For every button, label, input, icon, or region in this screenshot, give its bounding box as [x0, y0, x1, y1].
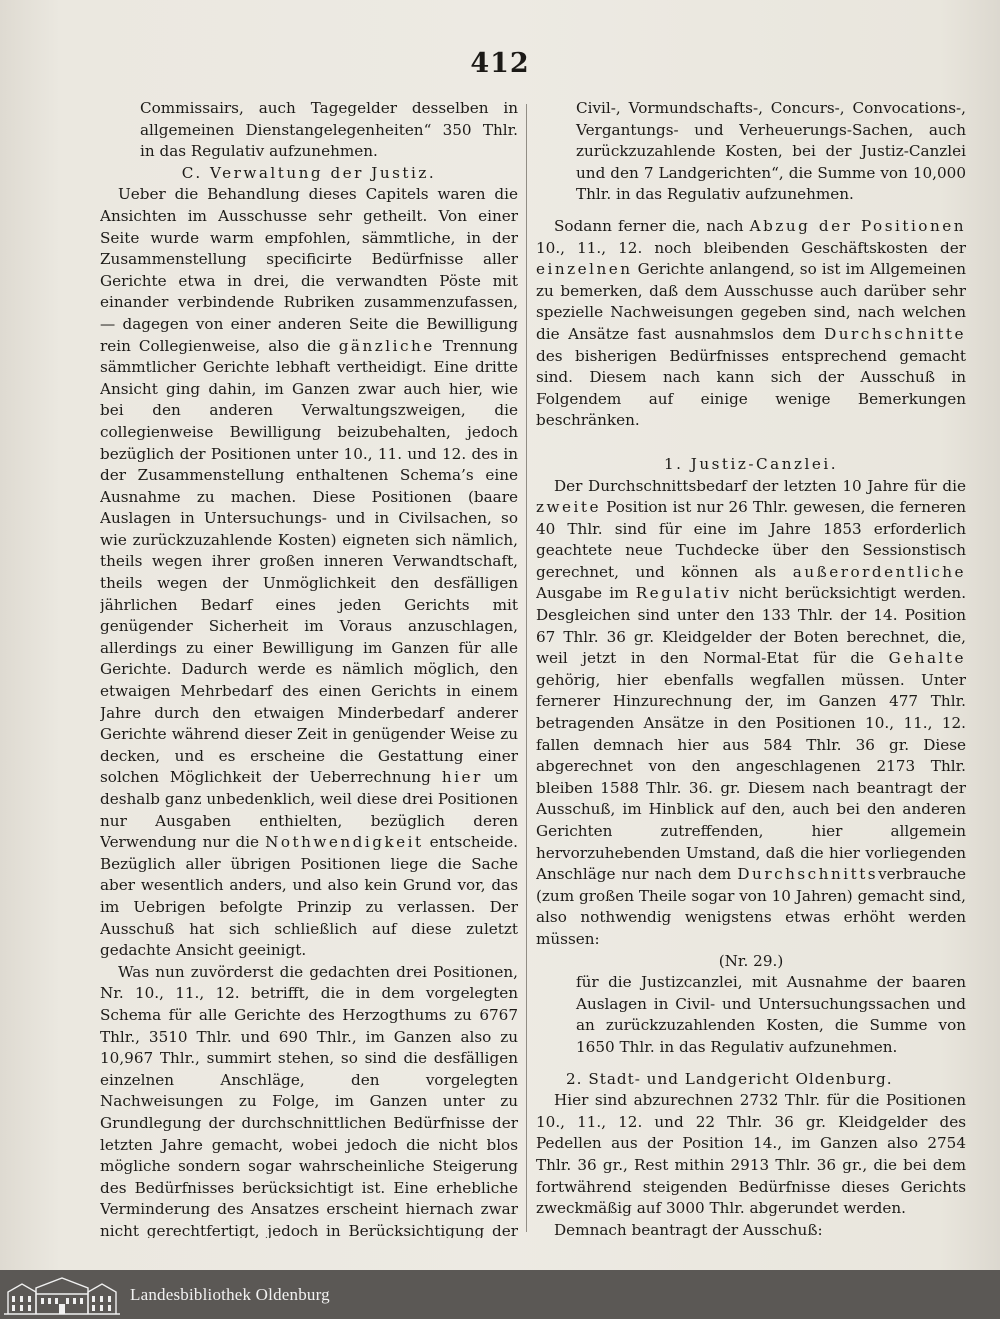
library-footer-bar — [0, 1270, 1000, 1319]
right-p3-part-e: gehörig, hier ebenfalls wegfallen müssen. Unter fernerer Hinzurechnung der, im Ganzen 477 Thlr. betragenden Ansätze in den Positionen 10., 11., 12. fallen demnach hier aus 584 Thlr. 36 gr. Diese abgerechnet von den angeschlagenen 2173 Thlr. bleiben 1588 Thlr. 36. gr. Diesem nach beantragt der Ausschuß, im Hinblick auf den, auch bei den anderen Gerichten zutreffenden, hier allgemein hervorzuhebenden Umstand, daß die hier vorliegenden Anschläge nur nach dem — [536, 670, 966, 884]
section-heading-2-text: 2. Stadt- und Landgericht Oldenburg. — [566, 1069, 893, 1088]
column-divider — [526, 104, 527, 1232]
right-paragraph-5: Hier sind abzurechnen 2732 Thlr. für die Positionen 10., 11., 12. und 22 Thlr. 36 gr. Kleidgelder des Pedellen aus der Position 14., im Ganzen also 2754 Thlr. 36 gr., Rest mithin 2913 Thlr. 36 gr., die bei dem fortwährend steigenden Bedürfnisse dieses Gerichts zweckmäßig auf 3000 Thlr. abgerundet werden. — [536, 1091, 966, 1218]
right-p2-emphasis-2: einzelnen — [536, 260, 633, 279]
right-p2-part-b: 10., 11., 12. noch bleibenden Geschäftskosten der — [536, 238, 966, 257]
right-p2-part-c: Gerichte anlangend, so ist im Allgemeinen zu bemerken, daß dem Ausschusse auch darüber sehr spezielle Nachweisungen gegeben sind, nach welchen die Ansätze fast ausnahmslos dem — [536, 260, 966, 343]
left-intro-block — [100, 98, 518, 163]
left-column — [100, 98, 518, 1238]
right-p3-emphasis-4: Gehalte — [888, 649, 966, 668]
left-p2-emphasis-2: hier — [441, 768, 483, 787]
right-p2-part-d: des bisherigen Bedürfnisses entsprechend gemacht sind. Diesem nach kann sich der Ausschuß in Folgendem auf einige wenige Bemerkungen beschränken. — [536, 346, 966, 430]
right-paragraph-6: Demnach beantragt der Ausschuß: — [554, 1220, 823, 1238]
library-building-icon — [2, 1270, 122, 1319]
right-p3-part-d: nicht berücksichtigt werden. Desgleichen sind unter den 133 Thlr. der 14. Position 67 Thlr. 36 gr. Kleidgelder der Boten berechnet, die, weil jetzt in den Normal-Etat für die — [536, 584, 966, 668]
section-heading-c — [100, 163, 518, 185]
section-heading-1-text: 1. Justiz-Canzlei. — [663, 454, 839, 473]
right-p3-part-f: verbrauche (zum großen Theile sogar von 10 Jahren) gemacht sind, also nothwendig wenigstens etwas erhöht werden müssen: — [536, 865, 966, 948]
right-p2-emphasis-3: Durchschnitte — [824, 324, 966, 343]
left-paragraph-1: Commissairs, auch Tagegelder desselben in allgemeinen Dienstangelegenheiten“ 350 Thlr. in das Regulativ aufzunehmen. — [140, 99, 518, 161]
motion-number-29: (Nr. 29.) — [718, 951, 784, 970]
right-paragraph-2 — [536, 216, 966, 432]
left-p2-part-a: Ueber die Behandlung dieses Capitels waren die Ansichten im Ausschusse sehr getheilt. Von einer Seite wurde warm empfohlen, sämmtliche, in der Zusammenstellung specificirte Bedürfnisse aller Gerichte etwa in drei, die verwandten Pöste mit einander verbindende Rubriken zusammenzufassen, — dagegen von einer anderen Seite die Bewilligung rein Collegienweise, also die — [100, 185, 518, 355]
left-p2-part-c: um deshalb ganz unbedenklich, weil diese drei Positionen nur Ausgaben enthielten, bezüglich deren Verwendung nur die — [100, 768, 518, 852]
right-p3-part-a: Der Durchschnittsbedarf der letzten 10 Jahre für die — [554, 476, 966, 495]
left-p2-part-d: entscheide. Bezüglich aller übrigen Positionen liege die Sache aber wesentlich anders, und also kein Grund vor, das im Uebrigen befolgte Prinzip zu verlassen. Der Ausschuß hat sich schließlich auf diese zuletzt gedachte Ansicht geeinigt. — [100, 833, 518, 960]
spacer — [536, 432, 966, 454]
right-p3-part-b: Position ist nur 26 Thlr. gewesen, die ferneren 40 Thlr. sind für eine im Jahre 1853 erforderlich geachtete neue Tuchdecke über den Sessionstisch gerechnet, und können als — [536, 498, 966, 581]
right-p3-emphasis-5: Durchschnitts — [737, 865, 879, 884]
left-paragraph-3: Was nun zuvörderst die gedachten drei Positionen, Nr. 10., 11., 12. betrifft, die in dem vorgelegten Schema für alle Gerichte des Herzogthums zu 6767 Thlr., 3510 Thlr. und 690 Thlr., im Ganzen also zu 10,967 Thlr., summirt stehen, so sind die desfälligen einzelnen Anschläge, den vorgelegten Nachweisungen zu Folge, im Ganzen unter zu Grundlegung der durchschnittlichen Bedürfnisse der letzten Jahre gemacht, wobei jedoch die nicht blos mögliche sondern sogar wahrscheinliche Steigerung des Bedürfnisses berücksichtigt ist. Eine erhebliche Verminderung des Ansatzes erscheint hiernach zwar nicht gerechtfertigt, jedoch in Berücksichtigung der — [100, 962, 518, 1238]
left-paragraph-2 — [100, 184, 518, 961]
spacer — [536, 206, 966, 216]
right-intro-block — [536, 98, 966, 206]
left-p2-emphasis-3: Nothwendigkeit — [265, 833, 424, 852]
right-p3-emphasis-3: Regulativ — [635, 584, 732, 603]
right-paragraph-1: Civil-, Vormundschafts-, Concurs-, Convocations-, Vergantungs- und Verheuerungs-Sachen, auch zurückzuzahlende Kosten, bei der Justiz-Canzlei und den 7 Landgerichten“, die Summe von 10,000 Thlr. in das Regulativ aufzunehmen. — [576, 99, 966, 204]
left-p2-emphasis: gänzliche — [338, 336, 435, 355]
page-number: 412 — [470, 48, 530, 79]
left-p2-part-b: Trennung sämmtlicher Gerichte lebhaft vertheidigt. Eine dritte Ansicht ging dahin, im Ganzen zwar auch hier, wie bei den anderen Verwaltungszweigen, die collegienweise Bewilligung beizubehalten, jedoch bezüglich der Positionen unter 10., 11. und 12. des in der Zusammenstellung enthaltenen Schema’s eine Ausnahme zu machen. Diese Positionen (baare Auslagen in Untersuchungs- und in Civilsachen, so wie zurückzuzahlende Kosten) eigneten sich nämlich, theils wegen ihrer großen inneren Verwandtschaft, theils wegen der Unmöglichkeit den desfälligen jährlichen Bedarf eines jeden Gerichts mit genügender Sicherheit im Voraus anzuschlagen, allerdings zu einer Bewilligung im Ganzen für alle Gerichte. Dadurch werde es nämlich möglich, den etwaigen Mehrbedarf des einen Gerichts in einem Jahre durch den etwaigen Minderbedarf anderer Gerichte während dieser Zeit in genügender Weise zu decken, und es erscheine die Gestattung einer solchen Möglichkeit der Ueberrechnung — [100, 336, 518, 787]
right-p3-emphasis: zweite — [536, 498, 601, 517]
section-heading-2 — [536, 1069, 966, 1091]
right-p2-emphasis: Abzug der Positionen — [749, 216, 966, 235]
spacer — [536, 1059, 966, 1069]
right-column — [536, 98, 966, 1238]
library-name: Landesbibliothek Oldenburg — [130, 1284, 330, 1304]
right-paragraph-3 — [536, 476, 966, 951]
section-heading-c-text: C. Verwaltung der Justiz. — [181, 163, 437, 182]
right-motion-29-block — [536, 972, 966, 1058]
right-p3-emphasis-2: außerordentliche — [792, 562, 966, 581]
section-heading-1 — [536, 454, 966, 476]
right-paragraph-4: für die Justizcanzlei, mit Ausnahme der baaren Auslagen in Civil- und Untersuchungssachen und an zurückzuzahlenden Kosten, die Summe von 1650 Thlr. in das Regulativ aufzunehmen. — [576, 973, 966, 1056]
right-p3-part-c: Ausgabe im — [536, 584, 629, 603]
right-p2-part-a: Sodann ferner die, nach — [554, 216, 744, 235]
